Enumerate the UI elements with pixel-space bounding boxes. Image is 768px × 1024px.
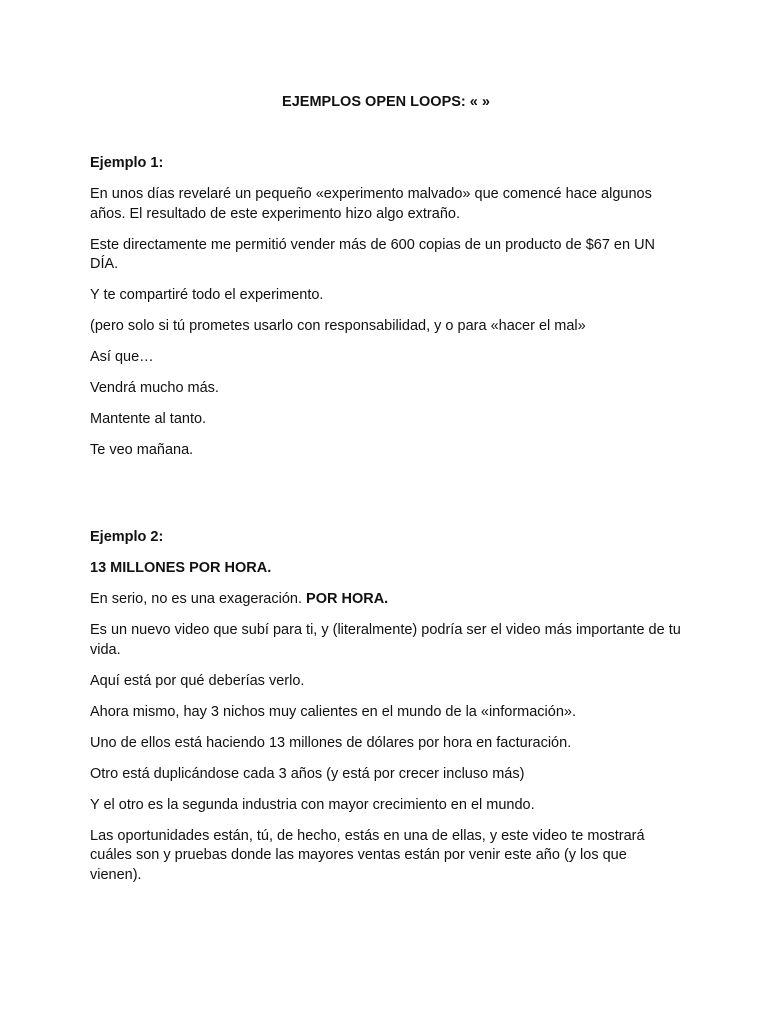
example-2-headline: 13 MILLONES POR HORA.: [90, 560, 272, 576]
paragraph: Vendrá mucho más.: [90, 380, 219, 396]
paragraph: Es un nuevo video que subí para ti, y (literalmente) podría ser el video más importante de tu vida.: [90, 622, 681, 658]
paragraph: Y te compartiré todo el experimento.: [90, 287, 324, 303]
paragraph: Te veo mañana.: [90, 442, 194, 458]
example-2-heading: Ejemplo 2:: [90, 529, 164, 545]
paragraph-text: En serio, no es una exageración.: [90, 591, 307, 607]
document-title: EJEMPLOS OPEN LOOPS: « »: [282, 94, 490, 110]
paragraph: [90, 590, 682, 610]
paragraph: Las oportunidades están, tú, de hecho, estás en una de ellas, y este video te mostrará cuáles son y pruebas donde las mayores ventas están por venir este año (y los que vienen).: [90, 827, 645, 883]
paragraph: Mantente al tanto.: [90, 411, 207, 427]
paragraph: Uno de ellos está haciendo 13 millones de dólares por hora en facturación.: [90, 734, 572, 751]
paragraph: Ahora mismo, hay 3 nichos muy calientes en el mundo de la «información».: [90, 703, 577, 720]
emphasis-text: POR HORA.: [306, 591, 389, 607]
example-1-heading: Ejemplo 1:: [90, 155, 164, 171]
paragraph: Y el otro es la segunda industria con mayor crecimiento en el mundo.: [90, 796, 535, 813]
example-2-section: [90, 528, 682, 897]
paragraph: Así que…: [90, 349, 154, 365]
paragraph: Aquí está por qué deberías verlo.: [90, 672, 305, 689]
paragraph: Este directamente me permitió vender más de 600 copias de un producto de $67 en UN DÍA.: [90, 236, 656, 272]
paragraph: En unos días revelaré un pequeño «experimento malvado» que comencé hace algunos años. El resultado de este experimento hizo algo extraño.: [90, 186, 652, 222]
paragraph: (pero solo si tú prometes usarlo con responsabilidad, y o para «hacer el mal»: [90, 318, 586, 334]
example-1-section: [90, 154, 682, 472]
paragraph: Otro está duplicándose cada 3 años (y está por crecer incluso más): [90, 765, 525, 782]
